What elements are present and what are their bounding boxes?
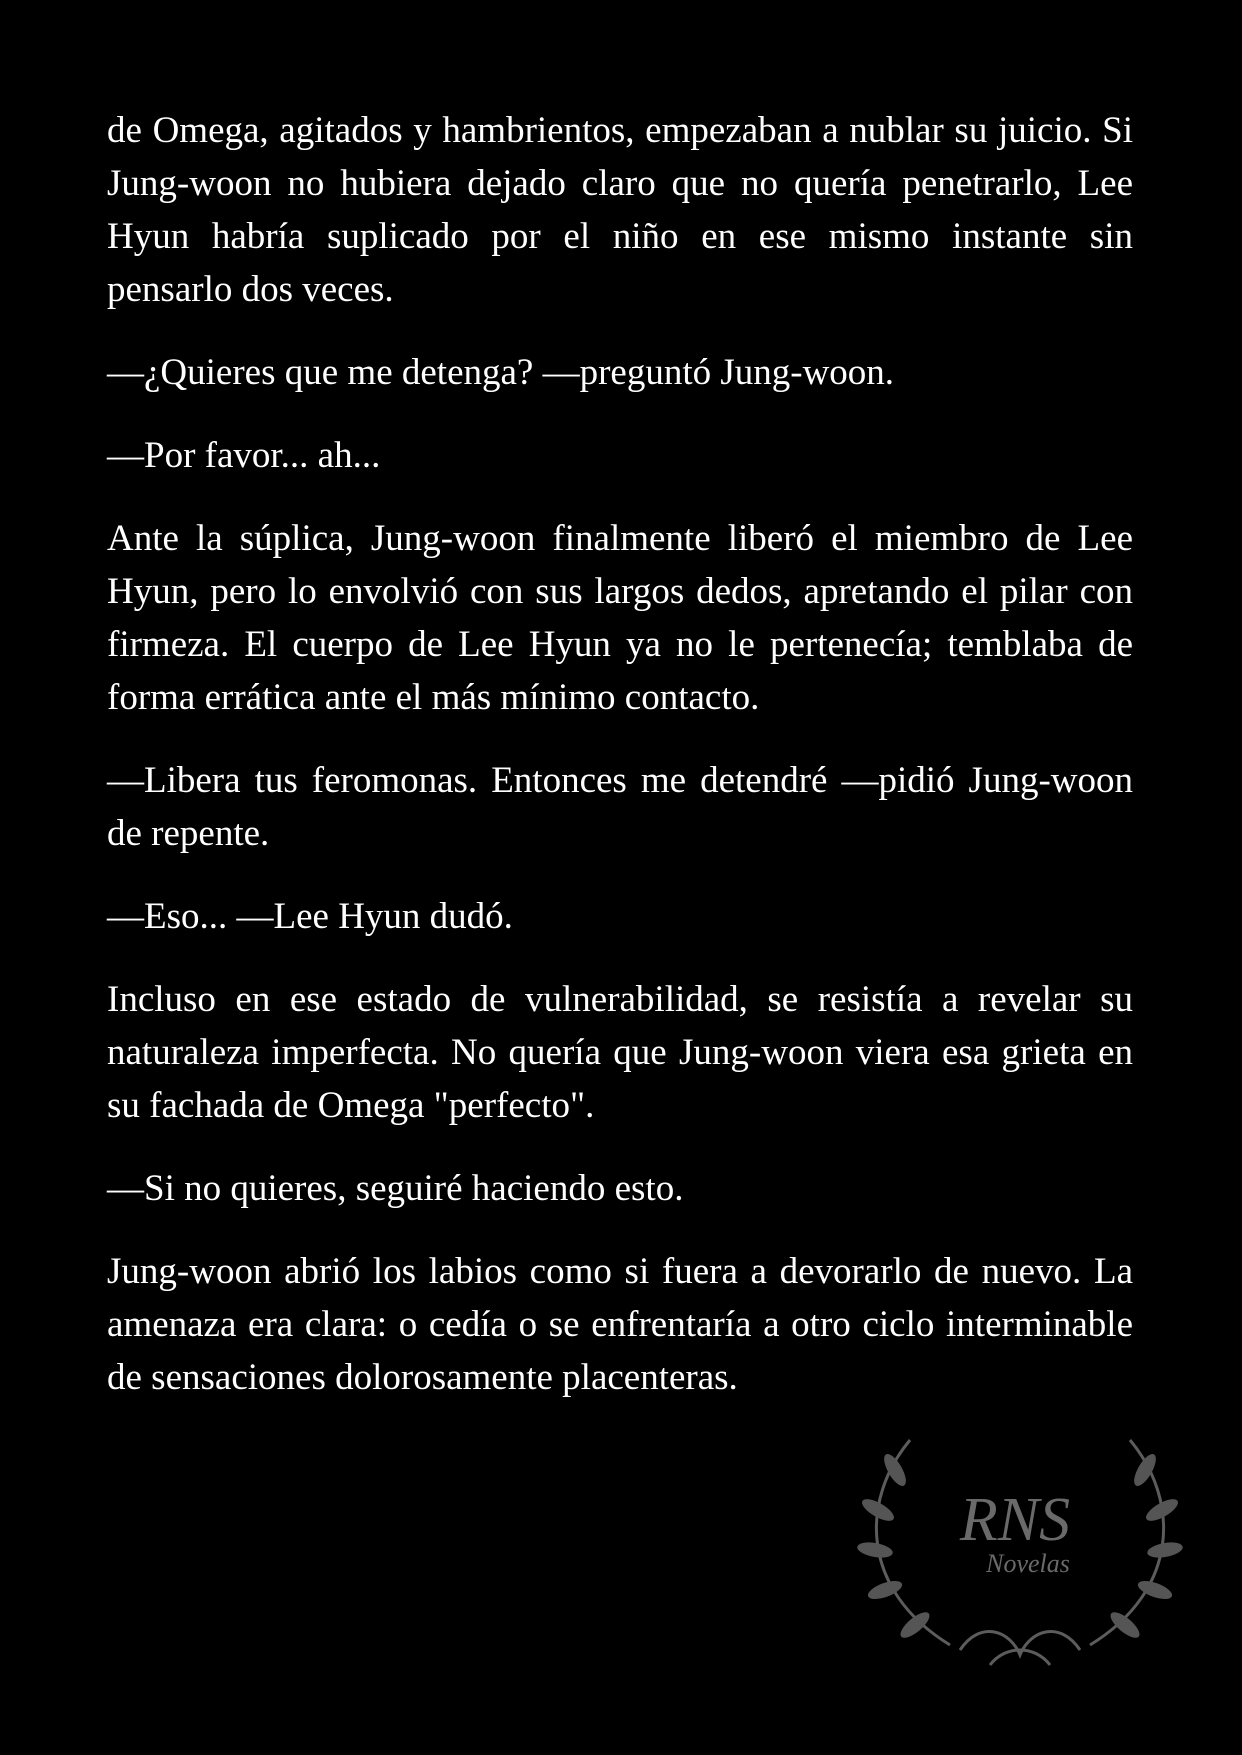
paragraph: —Si no quieres, seguiré haciendo esto. <box>107 1168 684 1209</box>
watermark-subtitle: Novelas <box>986 1549 1070 1578</box>
paragraph: Incluso en ese estado de vulnerabilidad, se resistía a revelar su naturaleza imperfecta. No quería que Jung-woon viera esa grieta en su fachada de Omega "perfecto". <box>107 979 1133 1126</box>
story-text <box>107 104 1133 1434</box>
paragraph: de Omega, agitados y hambrientos, empezaban a nublar su juicio. Si Jung-woon no hubiera dejado claro que no quería penetrarlo, Lee Hyun habría suplicado por el niño en ese mismo instante sin pensarlo dos veces. <box>107 110 1133 310</box>
paragraph: Ante la súplica, Jung-woon finalmente liberó el miembro de Lee Hyun, pero lo envolvió con sus largos dedos, apretando el pilar con firmeza. El cuerpo de Lee Hyun ya no le pertenecía; temblaba de forma errática ante el más mínimo contacto. <box>107 518 1133 718</box>
paragraph: —Libera tus feromonas. Entonces me detendré —pidió Jung-woon de repente. <box>107 760 1133 854</box>
paragraph: Jung-woon abrió los labios como si fuera a devorarlo de nuevo. La amenaza era clara: o cedía o se enfrentaría a otro ciclo interminable de sensaciones dolorosamente placenteras. <box>107 1251 1133 1398</box>
rns-watermark-logo <box>840 1420 1200 1680</box>
paragraph: —¿Quieres que me detenga? —preguntó Jung-woon. <box>107 352 895 393</box>
watermark-title: RNS <box>959 1486 1071 1554</box>
paragraph: —Eso... —Lee Hyun dudó. <box>107 896 513 937</box>
paragraph: —Por favor... ah... <box>107 435 381 476</box>
